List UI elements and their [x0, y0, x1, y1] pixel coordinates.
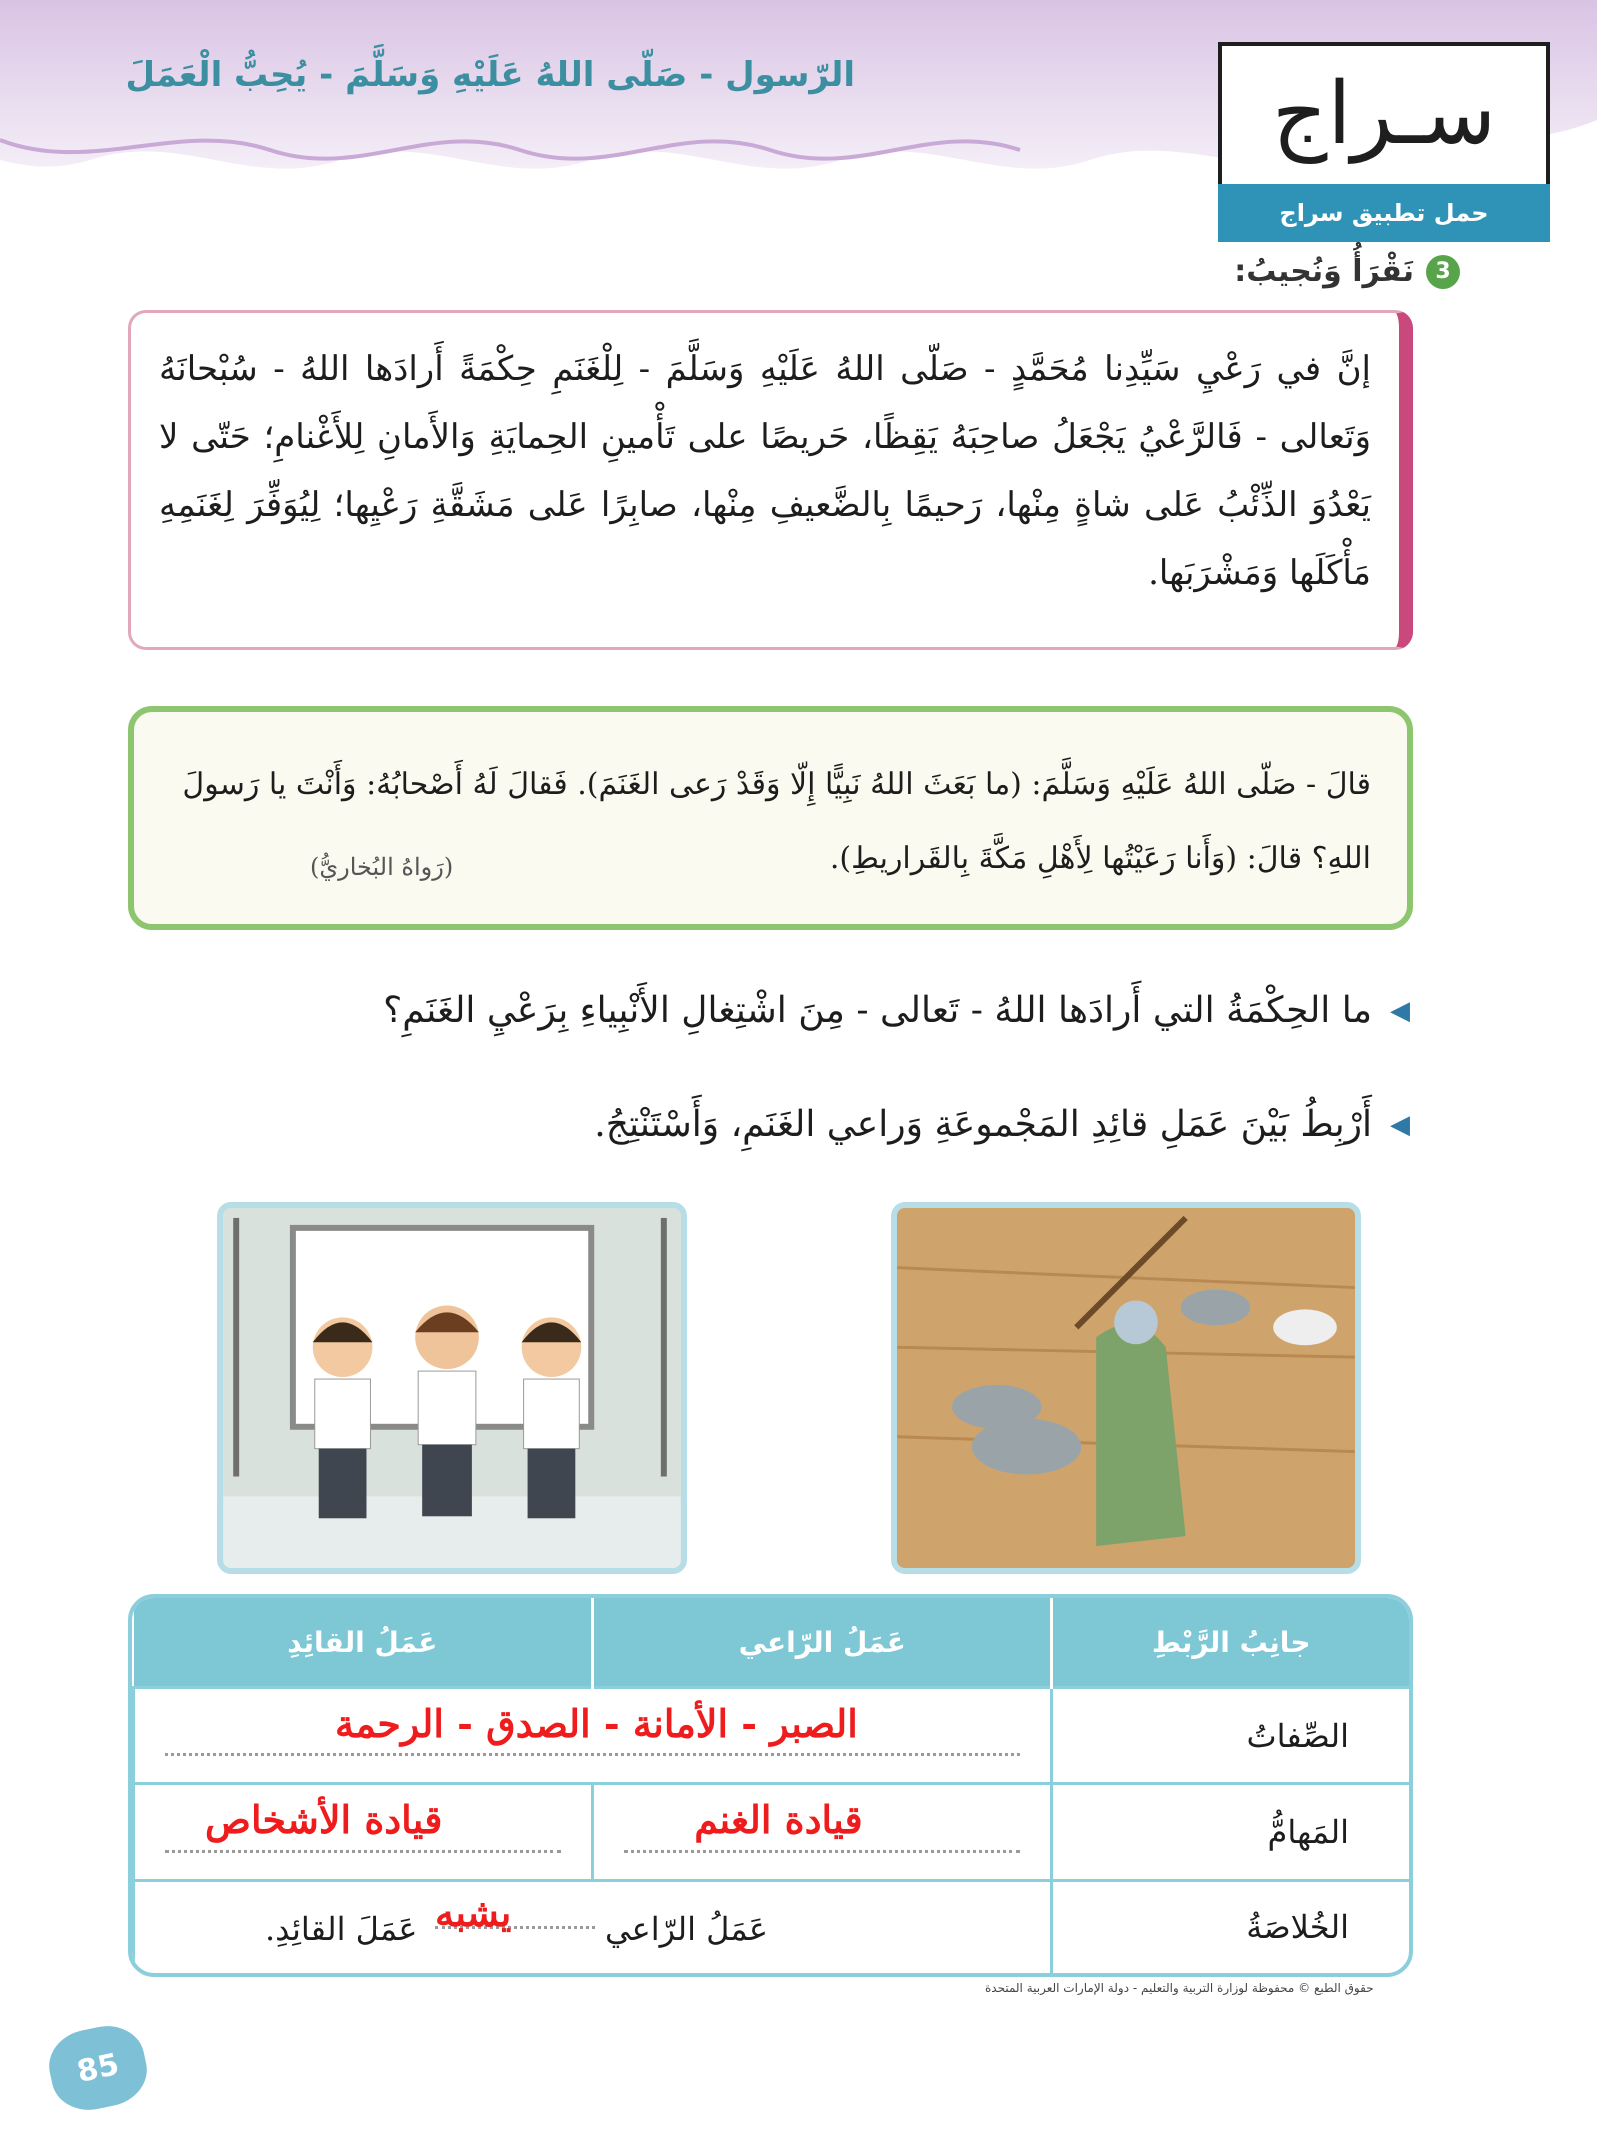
answer-line — [624, 1850, 1020, 1853]
page-number: 85 — [43, 2019, 154, 2117]
students-illustration — [217, 1202, 687, 1574]
section-heading — [900, 254, 1460, 289]
shepherd-task-answer: قيادة الغنم — [694, 1797, 863, 1843]
traits-answer: الصبر - الأمانة - الصدق - الرحمة — [335, 1701, 858, 1746]
conclusion-cell[interactable] — [134, 1880, 1052, 1973]
table-row-conclusion — [134, 1880, 1410, 1973]
answer-line — [165, 1753, 1020, 1756]
row-label: الصِّفاتُ — [1052, 1688, 1409, 1784]
table-row-traits — [134, 1688, 1410, 1784]
table-row-tasks — [134, 1784, 1410, 1880]
header-shepherd: عَمَلُ الرّاعي — [593, 1598, 1052, 1688]
step-number-badge: 3 — [1426, 255, 1460, 289]
reading-passage: إنَّ في رَعْيِ سَيِّدِنا مُحَمَّدٍ - صَلّى اللهُ عَلَيْهِ وَسَلَّمَ - لِلْغَنَمِ حِكْمَةً أَرادَها اللهُ - سُبْحانَهُ وَتَعالى - فَالرَّعْيُ يَجْعَلُ صاحِبَهُ يَقِظًا، حَريصًا على تَأْمينِ الحِمايَةِ وَالأَمانِ لِلأَغْنامِ؛ حَتّى لا يَعْدُوَ الذِّئْبُ عَلى شاةٍ مِنْها، رَحيمًا بِالضَّعيفِ مِنْها، صابِرًا عَلى مَشَقَّةِ رَعْيِها؛ لِيُوَفِّرَ لِغَنَمِهِ مَأْكَلَها وَمَشْرَبَها. — [128, 310, 1413, 650]
siraj-logo — [1218, 42, 1550, 242]
conclusion-shepherd: عَمَلُ الرّاعي — [605, 1909, 768, 1948]
question-2 — [250, 1104, 1410, 1145]
shepherd-task-cell[interactable] — [593, 1784, 1052, 1880]
shepherd-illustration — [891, 1202, 1361, 1574]
traits-answer-cell[interactable] — [134, 1688, 1052, 1784]
leader-task-answer: قيادة الأشخاص — [205, 1797, 443, 1843]
header-aspect: جانِبُ الرَّبْطِ — [1052, 1598, 1409, 1688]
conclusion-leader: عَمَلَ القائِدِ. — [265, 1909, 418, 1948]
logo-caption: حمل تطبيق سراج — [1218, 184, 1550, 242]
chapter-title: الرّسول - صَلّى اللهُ عَلَيْهِ وَسَلَّمَ - يُحِبُّ الْعَمَلَ — [125, 55, 855, 95]
row-label: المَهامُّ — [1052, 1784, 1409, 1880]
question-1 — [250, 990, 1410, 1031]
row-label: الخُلاصَةُ — [1052, 1880, 1409, 1973]
step-title: نَقْرَأُ وَنُجيبُ: — [1234, 254, 1414, 289]
bullet-icon: ◀ — [1390, 995, 1410, 1026]
conclusion-answer: يشبه — [435, 1889, 512, 1935]
hadith-source: (رَواهُ البُخاريُّ) — [310, 853, 454, 881]
answer-line — [165, 1850, 561, 1853]
question-text: أَرْبِطُ بَيْنَ عَمَلِ قائِدِ المَجْموعَةِ وَراعي الغَنَمِ، وَأَسْتَنْتِجُ. — [594, 1104, 1372, 1145]
logo-word: سـراج — [1271, 64, 1497, 164]
comparison-table — [128, 1594, 1413, 1977]
question-text: ما الحِكْمَةُ التي أَرادَها اللهُ - تَعالى - مِنَ اشْتِغالِ الأَنْبِياءِ بِرَعْيِ الغَنَمِ؟ — [383, 990, 1372, 1031]
header-leader: عَمَلُ القائِدِ — [134, 1598, 593, 1688]
copyright-note: حقوق الطبع © محفوظة لوزارة التربية والتعليم - دولة الإمارات العربية المتحدة — [985, 1981, 1374, 1995]
hadith-box — [128, 706, 1413, 930]
hadith-text: قالَ - صَلّى اللهُ عَلَيْهِ وَسَلَّمَ: (ما بَعَثَ اللهُ نَبِيًّا إِلّا وَقَدْ رَعى الغَنَمَ). فَقالَ لَهُ أَصْحابُهُ: وَأَنْتَ يا رَسولَ اللهِ؟ قالَ: (وَأَنا رَعَيْتُها لِأَهْلِ مَكَّةَ بِالقَراريطِ). — [182, 767, 1371, 876]
bullet-icon: ◀ — [1390, 1109, 1410, 1140]
leader-task-cell[interactable] — [134, 1784, 593, 1880]
table-header-row — [134, 1598, 1410, 1688]
